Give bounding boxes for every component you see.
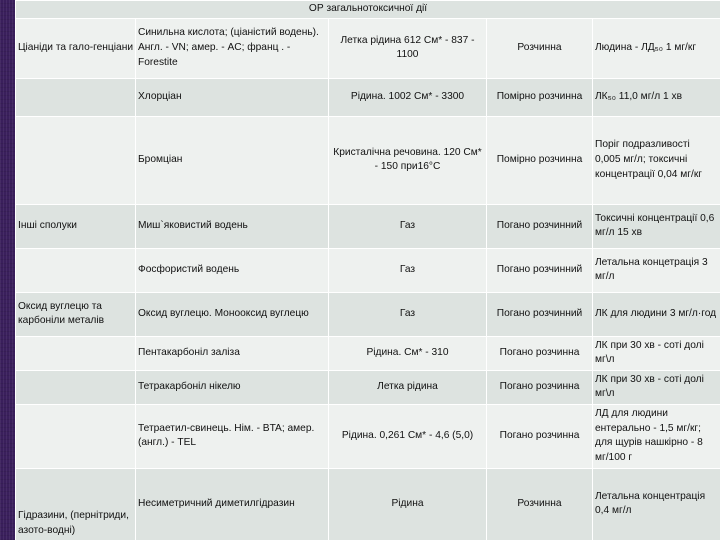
group-cell: Ціаніди та гало-генціани: [16, 18, 136, 78]
state-cell: Газ: [329, 248, 487, 292]
solubility-cell: Погано розчинний: [487, 292, 593, 336]
toxicity-cell: ЛК₅₀ 11,0 мг/л 1 хв: [593, 78, 720, 116]
group-cell: [16, 116, 136, 204]
group-cell: [16, 336, 136, 370]
state-cell: Газ: [329, 292, 487, 336]
state-cell: Летка рідина: [329, 370, 487, 404]
group-cell: Гідразини, (пернітриди, азото-водні): [16, 468, 136, 540]
substance-cell: Тетракарбоніл нікелю: [136, 370, 329, 404]
solubility-cell: Погано розчинна: [487, 370, 593, 404]
group-cell: [16, 78, 136, 116]
group-cell: [16, 404, 136, 468]
header-row: [16, 1, 720, 19]
table-row: [16, 248, 720, 292]
substance-cell: Фосфористий водень: [136, 248, 329, 292]
solubility-cell: Помірно розчинна: [487, 116, 593, 204]
solubility-cell: Розчинна: [487, 468, 593, 540]
substance-cell: Миш`яковистий водень: [136, 204, 329, 248]
solubility-cell: Погано розчинний: [487, 248, 593, 292]
solubility-cell: Розчинна: [487, 18, 593, 78]
substance-cell: Тетраетил-свинець. Нім. - BTA; амер. (англ.) - TEL: [136, 404, 329, 468]
table-row: [16, 404, 720, 468]
solubility-cell: Погано розчинний: [487, 204, 593, 248]
substance-cell: Синильна кислота; (ціаністий водень). Англ. - VN; амер. - AC; франц . - Forestite: [136, 18, 329, 78]
toxicity-cell: Людина - ЛД₅₀ 1 мг/кг: [593, 18, 720, 78]
toxicity-cell: ЛК при 30 хв - соті долі мг\л: [593, 370, 720, 404]
state-cell: Рідина. 0,261 См* - 4,6 (5,0): [329, 404, 487, 468]
table-frame: [15, 0, 720, 540]
group-cell: Оксид вуглецю та карбоніли металів: [16, 292, 136, 336]
group-cell: [16, 370, 136, 404]
toxicity-cell: Летальна концентрація 0,4 мг/л: [593, 468, 720, 540]
solubility-cell: Погано розчинна: [487, 404, 593, 468]
table-row: [16, 336, 720, 370]
substance-cell: Пентакарбоніл заліза: [136, 336, 329, 370]
table-row: [16, 370, 720, 404]
substance-cell: Несиметричний диметилгідразин: [136, 468, 329, 540]
toxicity-cell: Летальна концетрація 3 мг/л: [593, 248, 720, 292]
state-cell: Рідина: [329, 468, 487, 540]
table-row: [16, 78, 720, 116]
table-header: ОР загальнотоксичної дії: [16, 1, 720, 19]
toxicity-cell: Поріг подразливості 0,005 мг/л; токсичні концентрації 0,04 мг/кг: [593, 116, 720, 204]
substance-cell: Хлорціан: [136, 78, 329, 116]
table-row: [16, 204, 720, 248]
table-row: [16, 468, 720, 540]
toxicity-cell: Токсичні концентрації 0,6 мг/л 15 хв: [593, 204, 720, 248]
table-row: [16, 116, 720, 204]
table-row: [16, 292, 720, 336]
table-row: [16, 18, 720, 78]
substance-cell: Бромціан: [136, 116, 329, 204]
solubility-cell: Помірно розчинна: [487, 78, 593, 116]
group-cell: Інші сполуки: [16, 204, 136, 248]
toxicity-cell: ЛД для людини ентерально - 1,5 мг/кг; для щурів нашкірно - 8 мг/100 г: [593, 404, 720, 468]
group-cell: [16, 248, 136, 292]
solubility-cell: Погано розчинна: [487, 336, 593, 370]
toxicity-cell: ЛК для людини 3 мг/л·год: [593, 292, 720, 336]
state-cell: Газ: [329, 204, 487, 248]
toxicity-cell: ЛК при 30 хв - соті долі мг\л: [593, 336, 720, 370]
state-cell: Летка рідина 612 См* - 837 - 1100: [329, 18, 487, 78]
substance-cell: Оксид вуглецю. Монооксид вуглецю: [136, 292, 329, 336]
toxic-substances-table: [15, 0, 720, 540]
state-cell: Рідина. См* - 310: [329, 336, 487, 370]
state-cell: Рідина. 1002 См* - 3300: [329, 78, 487, 116]
state-cell: Кристалічна речовина. 120 См* - 150 при16°C: [329, 116, 487, 204]
